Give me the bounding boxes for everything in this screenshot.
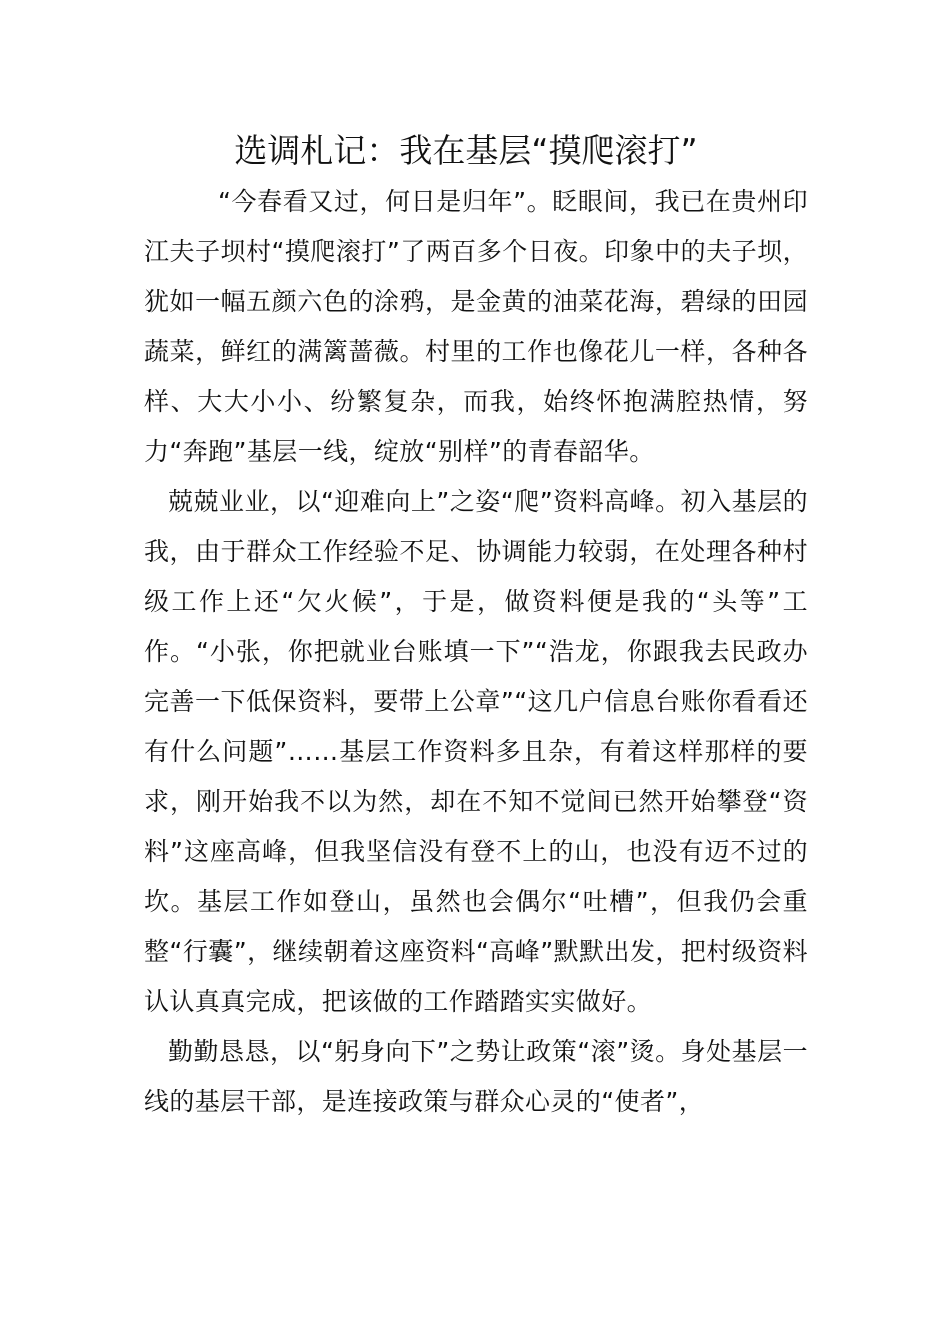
paragraph: “今春看又过，何日是归年”。眨眼间，我已在贵州印江夫子坝村“摸爬滚打”了两百多个日夜。印象中的夫子坝，犹如一幅五颜六色的涂鸦，是金黄的油菜花海，碧绿的田园蔬菜，鲜红的满篱蔷薇。村里的工作也像花儿一样，各种各样、大大小小、纷繁复杂，而我，始终怀抱满腔热情，努力“奔跑”基层一线，绽放“别样”的青春韶华。 [144, 187, 808, 466]
document-title: 选调札记：我在基层“摸爬滚打” [234, 131, 698, 170]
paragraph: 兢兢业业，以“迎难向上”之姿“爬”资料高峰。初入基层的我，由于群众工作经验不足、协调能力较弱，在处理各种村级工作上还“欠火候”，于是，做资料便是我的“头等”工作。“小张，你把就业台账填一下”“浩龙，你跟我去民政办完善一下低保资料，要带上公章”“这几户信息台账你看看还有什么问题”……基层工作资料多且杂，有着这样那样的要求，刚开始我不以为然，却在不知不觉间已然开始攀登“资料”这座高峰，但我坚信没有登不上的山，也没有迈不过的坎。基层工作如登山，虽然也会偶尔“吐槽”，但我仍会重整“行囊”，继续朝着这座资料“高峰”默默出发，把村级资料认认真真完成，把该做的工作踏踏实实做好。 [144, 487, 808, 1016]
paragraph: 勤勤恳恳，以“躬身向下”之势让政策“滚”烫。身处基层一线的基层干部，是连接政策与群众心灵的“使者”， [144, 1037, 808, 1116]
document-body [144, 177, 808, 1127]
